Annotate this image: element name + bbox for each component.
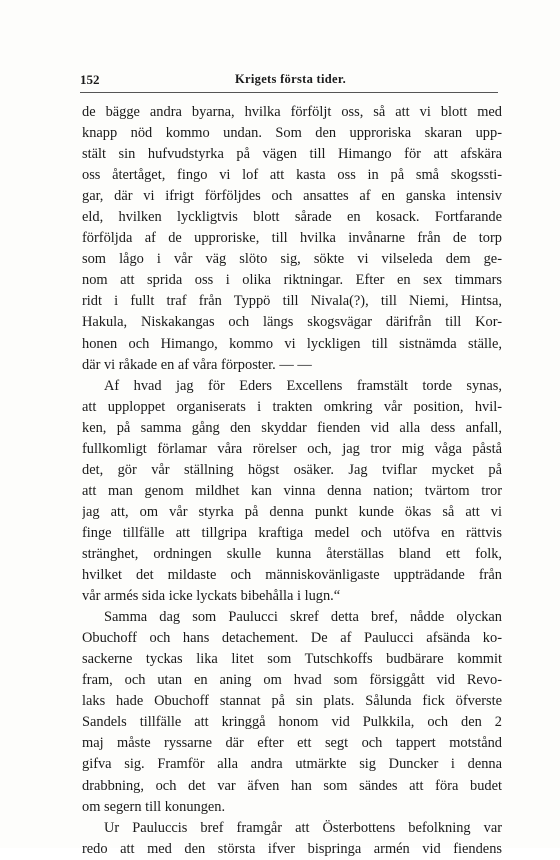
- text-line: vår armés sida icke lyckats bibehålla i lugn.“: [82, 588, 341, 605]
- text-line: Obuchoff och hans detachement. De af Paulucci afsända ko-: [82, 630, 502, 647]
- text-line: sackerne tyckas lika litet som Tutschkoffs budbärare kommit: [82, 651, 502, 668]
- text-line: Samma dag som Paulucci skref detta bref, nådde olyckan: [104, 609, 502, 626]
- text-line: honen och Himango, kommo vi lyckligen till sistnämda ställe,: [82, 335, 502, 352]
- text-line: Af hvad jag för Eders Excellens framstält torde synas,: [104, 377, 502, 394]
- text-line: oss återtåget, fingo vi lof att kasta oss in på små skogssti-: [82, 167, 502, 184]
- running-title: Krigets första tider.: [235, 72, 347, 86]
- text-line: ridt i fullt traf från Typpö till Nivala(?), till Niemi, Hintsa,: [82, 293, 502, 310]
- header-divider: [80, 92, 498, 93]
- text-line: att man genom mildhet kan vinna denna nation; tvärtom tror: [82, 482, 502, 499]
- text-line: om segern till konungen.: [82, 798, 226, 815]
- text-line: laks hade Obuchoff stannat på sin plats. Sålunda fick öfverste: [82, 693, 502, 710]
- text-line: att upploppet organiserats i trakten omkring vår position, hvil-: [82, 398, 502, 415]
- text-line: förföljda af de upproriske, till hvilka invånarne från de torp: [82, 230, 502, 247]
- text-line: nom att sprida oss i olika riktningar. Efter en sex timmars: [82, 272, 502, 289]
- text-line: Ur Pauluccis bref framgår att Österbottens befolkning var: [104, 819, 502, 836]
- text-line: redo att med den största ifver bispringa armén vid fiendens: [82, 840, 502, 857]
- text-line: hvilket det mildaste och människovänligaste uppträdande från: [82, 567, 502, 584]
- page-number: 152: [80, 72, 100, 87]
- text-line: stält sin hufvudstyrka på vägen till Himango för att afskära: [82, 146, 502, 163]
- text-line: Sandels tillfälle att kringgå honom vid Pulkkila, och den 2: [82, 714, 502, 731]
- text-line: gar, där vi ifrigt förföljdes och ansattes af en ganska intensiv: [82, 188, 502, 205]
- text-line: eld, hvilken lyckligtvis blott sårade en kosack. Fortfarande: [82, 209, 502, 226]
- text-line: finge tillfälle att tillgripa kraftiga medel och utöfva en rättvis: [82, 524, 502, 541]
- text-line: Hakula, Niskakangas och längs skogsvägar därifrån till Kor-: [82, 314, 502, 331]
- text-line: de bägge andra byarna, hvilka förföljt oss, så att vi blott med: [82, 104, 502, 120]
- text-line: stränghet, ordningen skulle kunna återställas bland ett folk,: [82, 545, 502, 562]
- text-line: det, gör vår ställning högst osäker. Jag tviflar mycket på: [82, 461, 502, 478]
- text-line: jag att, om vår styrka på denna punkt kunde ökas så att vi: [82, 503, 502, 520]
- text-line: som lågo i vår väg slöto sig, sökte vi vilseleda dem ge-: [82, 251, 502, 268]
- text-line: knapp nöd kommo undan. Som den upproriska skaran upp-: [82, 125, 502, 142]
- text-line: drabbning, och det var äfven han som sändes att föra budet: [82, 777, 502, 794]
- text-line: fullkomligt förlamar våra rörelser och, jag tror mig våga påstå: [82, 440, 502, 457]
- page-header: [80, 70, 510, 90]
- text-line: gifva sig. Framför alla andra utmärkte sig Duncker i denna: [82, 756, 502, 773]
- text-line: ken, på samma gång den skyddar fienden vid alla dess anfall,: [82, 419, 502, 436]
- text-line: där vi råkade en af våra förposter. — —: [82, 356, 312, 373]
- text-line: fram, och utan en aning om hvad som försiggått vid Revo-: [82, 672, 502, 689]
- body-text: [82, 102, 502, 860]
- text-line: maj måste ryssarne där efter ett segt och tappert motstånd: [82, 735, 502, 752]
